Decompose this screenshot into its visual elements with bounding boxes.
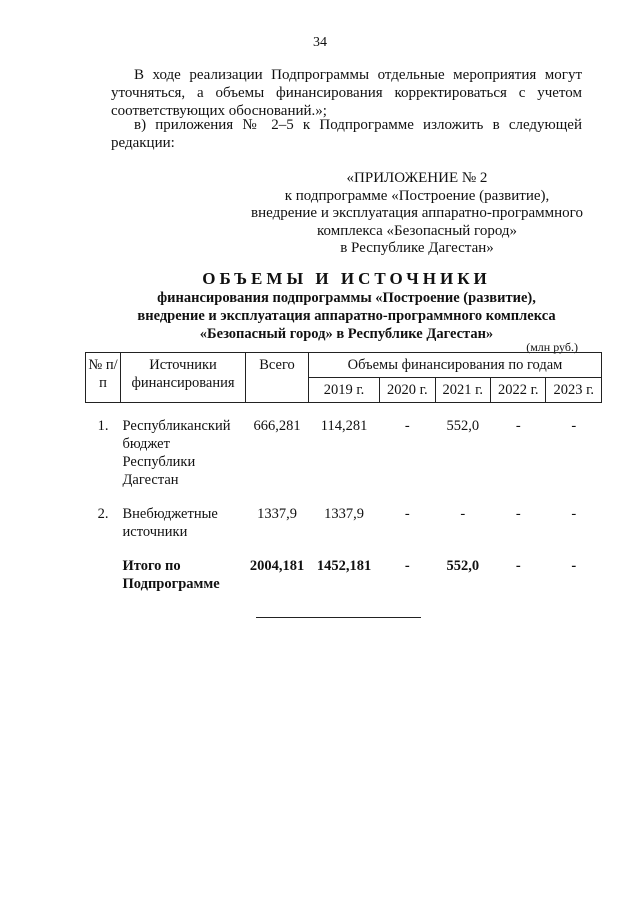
paragraph-appendices xyxy=(111,116,582,152)
row-total: 1337,9 xyxy=(257,506,297,522)
subtitle-line: внедрение и эксплуатация аппаратно-программного комплекса xyxy=(137,308,556,324)
header-year: 2022 г. xyxy=(491,378,546,403)
closing-divider xyxy=(256,617,421,618)
header-year: 2019 г. xyxy=(309,378,380,403)
paragraph-1-text: В ходе реализации Подпрограммы отдельные мероприятия могут уточняться, а объемы финансирования корректироваться с учетом соответствующих обоснований.»; xyxy=(111,67,582,119)
table-total-row xyxy=(86,557,602,593)
row-value: 552,0 xyxy=(446,418,480,434)
document-title: ОБЪЕМЫ И ИСТОЧНИКИ xyxy=(202,269,491,288)
row-value: - xyxy=(404,506,410,522)
subtitle-line: «Безопасный город» в Республике Дагестан» xyxy=(199,326,494,342)
page-number: 34 xyxy=(313,35,327,50)
row-value: - xyxy=(571,506,577,522)
total-value: 552,0 xyxy=(446,558,480,574)
header-number: № п/п xyxy=(86,353,121,403)
row-value: - xyxy=(515,506,521,522)
paragraph-implementation xyxy=(111,66,582,120)
units-label: (млн руб.) xyxy=(526,340,578,354)
appendix-line: комплекса «Безопасный город» xyxy=(316,222,518,239)
appendix-line: в Республике Дагестан» xyxy=(340,240,494,256)
appendix-line: внедрение и эксплуатация аппаратно-программного xyxy=(251,205,583,221)
header-years-group: Объемы финансирования по годам xyxy=(309,353,602,378)
subtitle-line: финансирования подпрограммы «Построение (развитие), xyxy=(157,290,536,306)
funding-table xyxy=(85,352,602,593)
total-value: 1452,181 xyxy=(316,558,372,574)
row-number: 1. xyxy=(97,418,109,434)
row-value: 1337,9 xyxy=(324,506,364,522)
header-year: 2023 г. xyxy=(546,378,602,403)
total-value: - xyxy=(571,558,577,574)
row-value: - xyxy=(571,418,577,434)
row-number: 2. xyxy=(97,506,109,522)
total-label: Итого по Подпрограмме xyxy=(122,558,220,592)
table-header-row xyxy=(86,353,602,378)
header-source: Источники финансирования xyxy=(121,353,246,403)
row-source: Внебюджетные источники xyxy=(122,506,218,540)
table-row xyxy=(86,505,602,557)
row-source: Республиканский бюджет Республики Дагестан xyxy=(122,418,231,488)
row-value: - xyxy=(460,506,466,522)
table-row xyxy=(86,417,602,505)
header-total: Всего xyxy=(246,353,309,403)
row-value: - xyxy=(515,418,521,434)
document-subtitle xyxy=(100,289,593,343)
total-sum: 2004,181 xyxy=(249,558,305,574)
row-value: 114,281 xyxy=(320,418,368,434)
row-total: 666,281 xyxy=(253,418,301,434)
header-year: 2020 г. xyxy=(380,378,435,403)
appendix-line: к подпрограмме «Построение (развитие), xyxy=(284,187,550,204)
total-value: - xyxy=(515,558,521,574)
row-value: - xyxy=(404,418,410,434)
appendix-header xyxy=(240,170,594,258)
total-value: - xyxy=(404,558,410,574)
header-year: 2021 г. xyxy=(435,378,490,403)
appendix-line: «ПРИЛОЖЕНИЕ № 2 xyxy=(346,170,488,186)
paragraph-2-text: в) приложения № 2–5 к Подпрограмме изложить в следующей редакции: xyxy=(111,117,582,151)
